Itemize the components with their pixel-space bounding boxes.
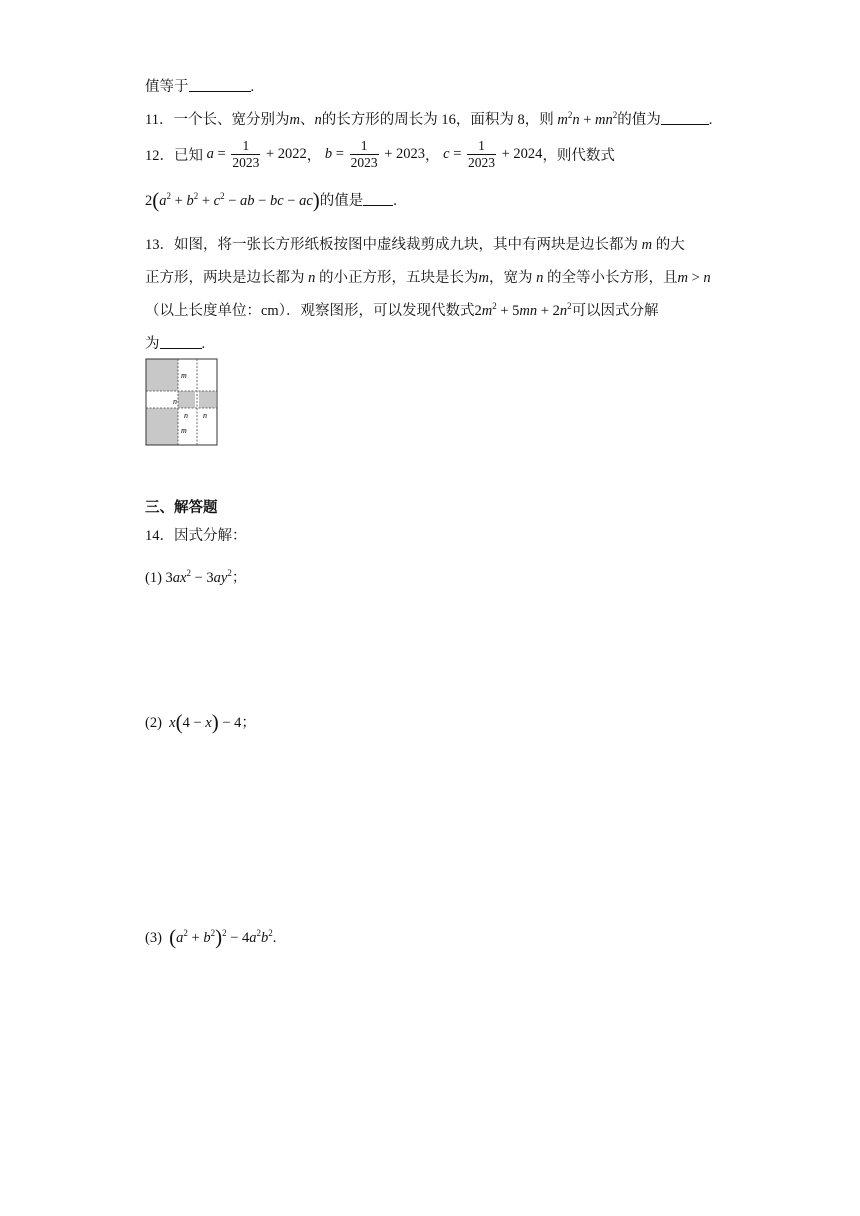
q11-prefix: 11．一个长、宽分别为: [145, 112, 290, 128]
op: +: [187, 930, 204, 946]
var-m: m: [289, 112, 300, 128]
q13-text: 为: [145, 336, 160, 352]
q12-suffix2: 的值是: [319, 193, 364, 209]
exp: 2: [268, 928, 273, 938]
var-a: a: [249, 930, 257, 946]
op: −: [226, 930, 243, 946]
var-a: a: [176, 930, 184, 946]
question-12-expression: [145, 188, 397, 213]
expr-term: n: [572, 112, 580, 128]
q10-end: .: [250, 79, 255, 95]
var-c: c: [213, 193, 221, 209]
var-n: n: [703, 270, 711, 286]
var-x: x: [169, 715, 176, 731]
a-add: + 2022: [262, 146, 307, 162]
paren-open: (: [169, 925, 177, 949]
small-square-right: [199, 391, 216, 408]
exp: 2: [227, 568, 232, 578]
question-11: [145, 108, 712, 129]
part-label: (2): [145, 715, 162, 731]
exp: 2: [256, 928, 262, 938]
q10-text: 值等于: [145, 79, 189, 95]
exp: 2: [492, 301, 497, 311]
expr-term: mn: [595, 112, 613, 128]
fraction: [231, 138, 260, 171]
frac-num: 1: [360, 138, 368, 153]
var-n: n: [559, 303, 568, 319]
fraction: [467, 138, 496, 171]
op: +: [537, 303, 553, 319]
question-13-line2: [145, 266, 711, 287]
exp: 2: [222, 928, 227, 938]
frac-den: 2023: [468, 155, 495, 170]
coef: 2: [552, 303, 560, 319]
section-heading: 三、解答题: [145, 500, 218, 516]
num: 4: [234, 715, 242, 731]
var-c: c: [443, 146, 450, 162]
q13-text: 正方形，两块是边长都为: [145, 270, 305, 286]
exp: 2: [220, 191, 225, 201]
frac-den: 2023: [350, 155, 378, 170]
var-b: b: [203, 930, 211, 946]
label-m-bottom: m: [181, 426, 187, 435]
small-square-center: [178, 391, 195, 408]
paren-open: (: [152, 188, 160, 212]
term-ay: ay: [213, 570, 228, 586]
op: −: [283, 193, 300, 209]
big-square-top: [146, 359, 178, 391]
paren-open: (: [175, 710, 183, 734]
op: +: [198, 193, 214, 209]
op: >: [687, 270, 704, 286]
expr-term: m: [557, 112, 568, 128]
q11-suffix: 的值为: [617, 112, 661, 128]
label-n-mid: n: [184, 411, 188, 420]
label-n-right: n: [203, 411, 207, 420]
c-add: + 2024: [498, 146, 543, 162]
var-a: a: [206, 146, 214, 162]
exp: 2: [183, 928, 188, 938]
expr-op: +: [579, 112, 595, 128]
q13-text: ，宽为: [488, 270, 533, 286]
part-label: (3): [145, 930, 162, 946]
exp: 2: [210, 928, 216, 938]
end-mark: ；: [231, 570, 247, 586]
q14-part-3: [145, 925, 276, 950]
q14-part-1: [145, 566, 246, 587]
op: −: [224, 193, 240, 209]
term-ab: ab: [240, 193, 255, 209]
fraction: [350, 138, 379, 171]
op: −: [254, 193, 270, 209]
var-b: b: [324, 146, 333, 162]
frac-num: 1: [478, 138, 485, 153]
var-b: b: [186, 193, 194, 209]
q13-end: .: [201, 336, 206, 352]
coef: 2: [474, 303, 482, 319]
var-m: m: [481, 303, 493, 319]
op: −: [218, 715, 235, 731]
label-n-left: n: [173, 397, 177, 406]
var-n: n: [532, 270, 547, 286]
paren-close: ): [312, 188, 320, 212]
end-mark: .: [272, 930, 277, 946]
q13-text: （以上长度单位：cm）．观察图形，可以发现代数式: [145, 303, 475, 319]
coef: 5: [512, 303, 520, 319]
question-13-line3: [145, 299, 659, 320]
question-12: [145, 138, 615, 171]
question-13-line4: [145, 332, 205, 353]
exp: 2: [567, 301, 572, 311]
num: 4: [182, 715, 190, 731]
paren-close: ): [211, 710, 219, 734]
term-mn: mn: [519, 303, 538, 319]
var-n: n: [304, 270, 319, 286]
answer-blank[interactable]: [189, 79, 251, 92]
var-b: b: [261, 930, 269, 946]
q12-prefix: 12．已知: [145, 148, 203, 164]
exp: 2: [186, 568, 191, 578]
q13-text: 的小正方形，五块是长为: [319, 270, 479, 286]
frac-num: 1: [242, 138, 250, 153]
coef: 3: [165, 570, 173, 586]
answer-blank[interactable]: [160, 336, 202, 349]
q14-part-2: [145, 710, 256, 735]
label-m-top: m: [181, 371, 187, 380]
q13-text: 13．如图，将一张长方形纸板按图中虚线裁剪成九块，其中有两块是边长都为: [145, 237, 638, 253]
q11-end: .: [708, 112, 713, 128]
q13-text: 的大: [655, 237, 685, 253]
eq-sign: =: [449, 146, 465, 162]
op: +: [496, 303, 513, 319]
term-ac: ac: [299, 193, 313, 209]
var-n: n: [314, 112, 322, 128]
q10-tail: [145, 75, 254, 96]
q11-sep: 、: [299, 112, 315, 128]
term-ax: ax: [172, 570, 187, 586]
paren-close: ): [215, 925, 223, 949]
end-mark: ；: [241, 715, 256, 731]
big-square-bottom: [146, 408, 178, 445]
b-add: + 2023: [380, 146, 425, 162]
exp: 2: [166, 191, 171, 201]
q11-middle: 的长方形的周长为 16，面积为 8，则: [321, 112, 554, 128]
q11-expression: [557, 112, 617, 128]
cut-rectangle-figure: [145, 358, 219, 446]
q12-suffix: ，则代数式: [542, 148, 615, 164]
op: −: [189, 715, 206, 731]
var-m: m: [677, 270, 688, 286]
coef: 2: [145, 193, 153, 209]
eq-sign: =: [332, 146, 348, 162]
comma: ，: [425, 148, 440, 164]
term-bc: bc: [269, 193, 284, 209]
q12-end: .: [393, 193, 397, 209]
op: +: [171, 193, 187, 209]
answer-blank[interactable]: [661, 112, 709, 125]
q13-text: 可以因式分解: [571, 303, 659, 319]
answer-blank[interactable]: [363, 193, 393, 206]
comma: ，: [306, 148, 322, 164]
expr-exp: 2: [612, 110, 618, 120]
exp: 2: [193, 191, 199, 201]
coef: 4: [242, 930, 250, 946]
question-14-title: 14．因式分解：: [145, 528, 247, 544]
q13-text: 的全等小长方形，且: [546, 270, 678, 286]
part-label: (1): [145, 570, 162, 586]
question-13-line1: [145, 233, 685, 254]
frac-den: 2023: [232, 155, 260, 170]
coef: 3: [206, 570, 214, 586]
eq-sign: =: [213, 146, 230, 162]
var-m: m: [638, 237, 656, 253]
var-a: a: [159, 193, 167, 209]
var-m: m: [478, 270, 489, 286]
var-x: x: [205, 715, 212, 731]
op: −: [190, 570, 207, 586]
expr-exp: 2: [567, 110, 573, 120]
